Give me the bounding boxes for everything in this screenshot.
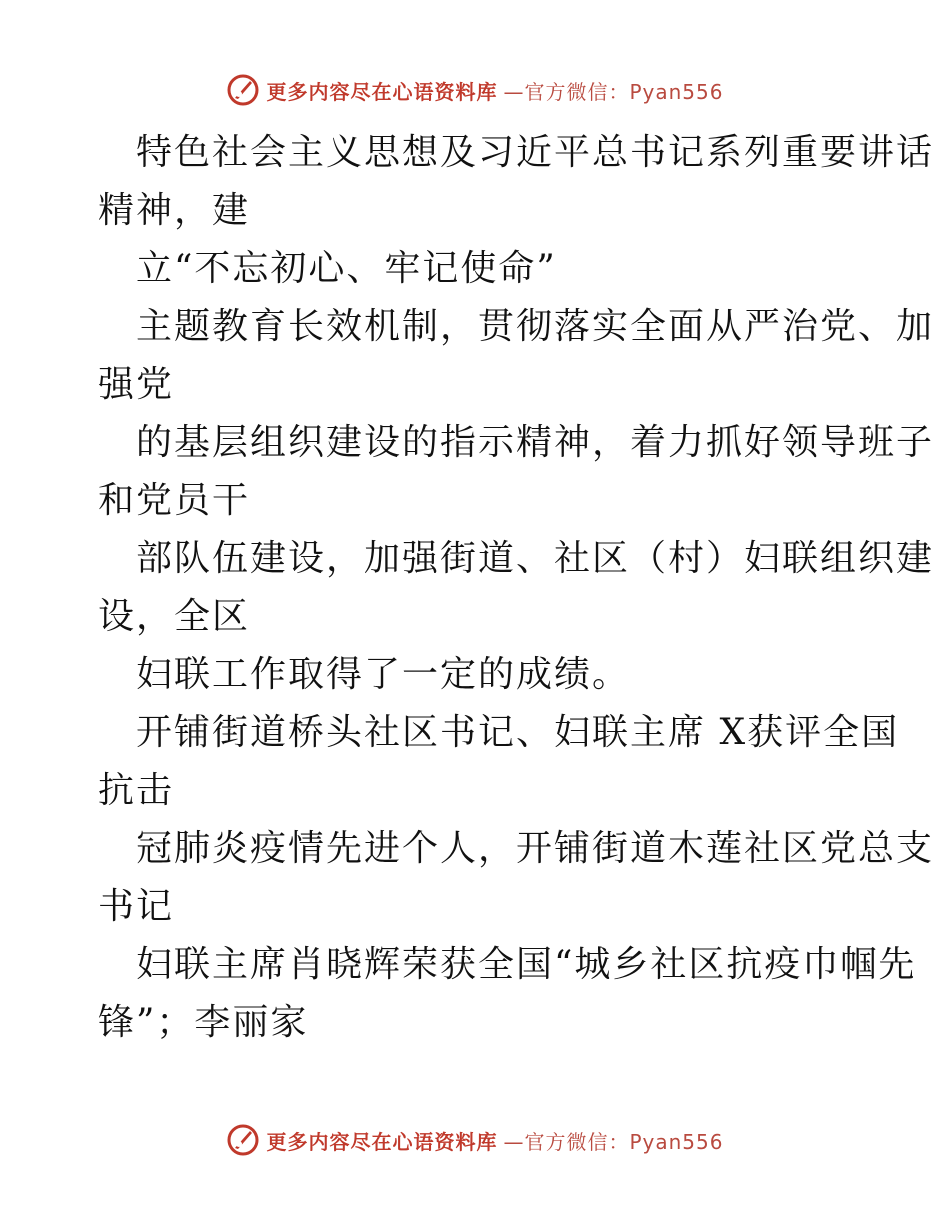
text-line: 抗击 — [98, 770, 175, 811]
text-line: 设，全区 — [98, 596, 251, 637]
text-line: 强党 — [98, 364, 175, 405]
quill-logo-icon — [226, 73, 260, 107]
text-line: 妇联主席肖晓辉荣获全国“城乡社区抗疫巾帼先 — [136, 944, 917, 985]
text-line: 精神，建 — [98, 190, 251, 231]
header-banner — [0, 70, 950, 110]
text-line: 的基层组织建设的指示精神，着力抓好领导班子 — [136, 422, 935, 463]
text-line: 和党员干 — [98, 480, 251, 521]
text-line: 冠肺炎疫情先进个人，开铺街道木莲社区党总支 — [136, 828, 935, 869]
quill-logo-icon — [226, 1123, 260, 1157]
text-line: 书记 — [98, 886, 175, 927]
footer-wechat-text: —官方微信：Pyan556 — [503, 1129, 724, 1154]
text-line: 部队伍建设，加强街道、社区（村）妇联组织建 — [136, 538, 935, 579]
footer-banner — [0, 1120, 950, 1160]
text-line: 立“不忘初心、牢记使命” — [136, 248, 557, 289]
text-line: 特色社会主义思想及习近平总书记系列重要讲话 — [136, 132, 935, 173]
text-line: 开铺街道桥头社区书记、妇联主席 X获评全国 — [136, 712, 900, 753]
text-line: 锋”；李丽家 — [98, 1002, 309, 1043]
header-brand-text: 更多内容尽在心语资料库 — [266, 79, 498, 104]
header-wechat-text: —官方微信：Pyan556 — [503, 79, 724, 104]
footer-brand-text: 更多内容尽在心语资料库 — [266, 1129, 498, 1154]
text-line: 主题教育长效机制，贯彻落实全面从严治党、加 — [136, 306, 935, 347]
document-body — [98, 124, 935, 1052]
text-line: 妇联工作取得了一定的成绩。 — [136, 654, 631, 695]
